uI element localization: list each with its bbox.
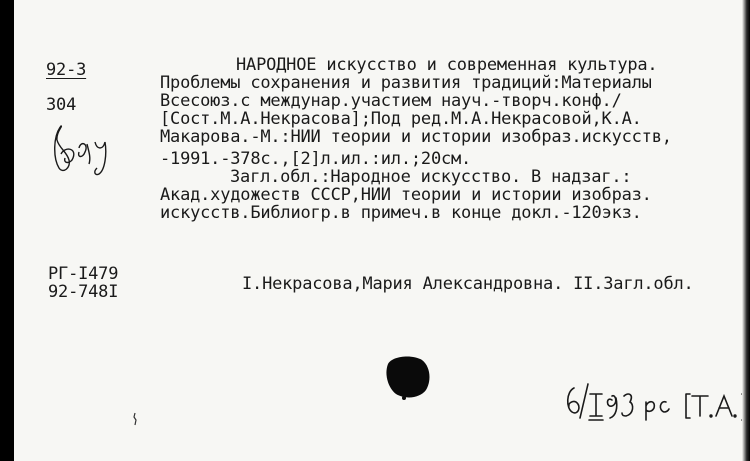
catalog-card [14, 0, 750, 461]
tracing-line: I.Некрасова,Мария Александровна. II.Загл.обл. [242, 274, 694, 294]
ink-blot [382, 354, 432, 400]
card-edge-shadow [742, 0, 750, 461]
entry-line: -1991.-378с.,[2]л.ил.:ил.;20см. [160, 149, 472, 169]
entry-line: [Сост.М.А.Некрасова];Под ред.М.А.Некрасовой,К.А. [160, 109, 642, 129]
entry-line: Макарова.-М.:НИИ теории и истории изобраз.искусств, [160, 127, 672, 147]
entry-line: Проблемы сохранения и развития традиций:Материалы [160, 73, 652, 93]
handwritten-note [562, 378, 750, 424]
paper-speck [132, 412, 138, 426]
entry-line: искусств.Библиогр.в примеч.в конце докл.-120экз. [160, 203, 642, 223]
entry-line: Всесоюз.с междунар.участием науч.-творч.конф./ [160, 91, 622, 111]
accession-number: РГ-I479 [48, 264, 119, 284]
handwritten-mark [47, 118, 117, 178]
call-number: 92-3 [46, 60, 87, 80]
entry-line: Загл.обл.:Народное искусство. В надзаг.: [230, 167, 632, 187]
entry-line: Акад.художеств СССР,НИИ теории и истории изобраз. [160, 185, 652, 205]
accession-number: 92-748I [48, 282, 119, 302]
shelf-number: 304 [46, 95, 77, 115]
entry-line: НАРОДНОЕ искусство и современная культура. [236, 55, 658, 75]
